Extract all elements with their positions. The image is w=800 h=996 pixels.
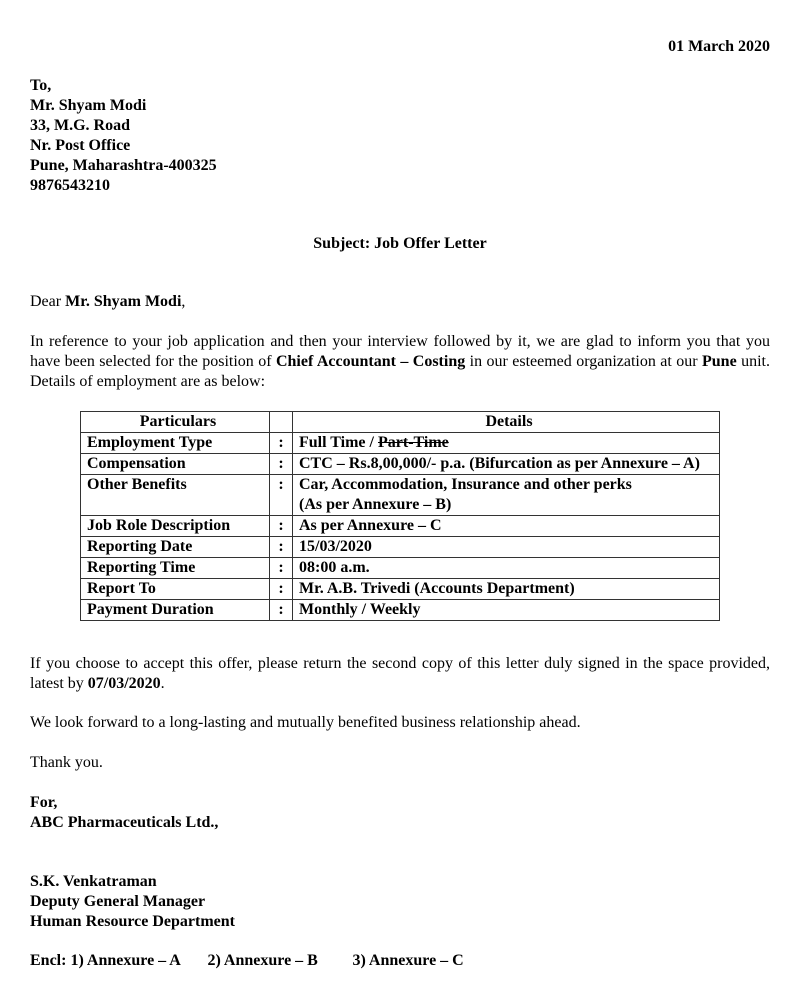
salutation-prefix: Dear <box>30 293 66 310</box>
address-line-3: Pune, Maharashtra-400325 <box>30 157 217 174</box>
forward-paragraph: We look forward to a long-lasting and mutually benefited business relationship ahead. <box>30 714 581 731</box>
intro-paragraph <box>30 332 770 392</box>
row-value <box>293 433 720 454</box>
row-colon: : <box>270 558 293 579</box>
table-row <box>81 537 720 558</box>
table-row <box>81 433 720 454</box>
intro-text-1: In reference to your job application and then your interview followed by it, we are glad to inform you that you have been selected for the position of <box>30 333 770 370</box>
signatory-name: S.K. Venkatraman <box>30 873 157 890</box>
row-colon: : <box>270 600 293 621</box>
for-label: For, <box>30 794 58 811</box>
acceptance-paragraph <box>30 654 770 694</box>
table-row <box>81 558 720 579</box>
row-value: As per Annexure – C <box>293 516 720 537</box>
row-colon: : <box>270 537 293 558</box>
header-particulars: Particulars <box>81 412 270 433</box>
table-row <box>81 454 720 475</box>
row-label: Report To <box>81 579 270 600</box>
letter-date: 01 March 2020 <box>668 38 770 55</box>
table-header-row <box>81 412 720 433</box>
enclosure-item: 3) Annexure – C <box>352 952 464 969</box>
row-label: Reporting Time <box>81 558 270 579</box>
address-line-1: 33, M.G. Road <box>30 117 130 134</box>
employment-details-table <box>80 411 720 621</box>
table-row <box>81 600 720 621</box>
enclosures-label: Encl: <box>30 952 71 969</box>
intro-text-3: unit. Details of employment are as below: <box>30 353 770 390</box>
unit-name: Pune <box>702 353 737 370</box>
row-value: Mr. A.B. Trivedi (Accounts Department) <box>293 579 720 600</box>
salutation-name: Mr. Shyam Modi <box>65 293 182 310</box>
header-details: Details <box>293 412 720 433</box>
value-text: Full Time / <box>299 434 378 451</box>
position-title: Chief Accountant – Costing <box>275 353 466 370</box>
row-colon: : <box>270 475 293 516</box>
table-row <box>81 579 720 600</box>
row-label: Employment Type <box>81 433 270 454</box>
header-colon-cell <box>270 412 293 433</box>
row-colon: : <box>270 579 293 600</box>
signatory-block <box>30 872 235 932</box>
row-value: CTC – Rs.8,00,000/- p.a. (Bifurcation as per Annexure – A) <box>293 454 720 475</box>
row-colon: : <box>270 433 293 454</box>
row-label: Other Benefits <box>81 475 270 516</box>
row-colon: : <box>270 516 293 537</box>
enclosures-line <box>30 951 464 971</box>
company-name: ABC Pharmaceuticals Ltd., <box>30 814 219 831</box>
row-label: Payment Duration <box>81 600 270 621</box>
signatory-department: Human Resource Department <box>30 913 236 930</box>
company-block <box>30 793 218 833</box>
intro-text-2: in our esteemed organization at our <box>465 353 702 370</box>
signatory-title: Deputy General Manager <box>30 893 206 910</box>
acceptance-deadline: 07/03/2020 <box>87 675 161 692</box>
row-label: Compensation <box>81 454 270 475</box>
salutation-suffix: , <box>181 293 186 310</box>
enclosure-item: 2) Annexure – B <box>207 952 318 969</box>
row-label: Job Role Description <box>81 516 270 537</box>
row-label: Reporting Date <box>81 537 270 558</box>
row-value: 08:00 a.m. <box>293 558 720 579</box>
row-value <box>293 475 720 516</box>
thanks-line: Thank you. <box>30 754 103 771</box>
struck-option: Part-Time <box>377 434 449 451</box>
value-line-1: Car, Accommodation, Insurance and other perks <box>299 476 632 493</box>
address-line-2: Nr. Post Office <box>30 137 131 154</box>
acceptance-end: . <box>160 675 165 692</box>
letter-subject: Subject: Job Offer Letter <box>313 235 487 252</box>
recipient-phone: 9876543210 <box>30 177 110 194</box>
row-colon: : <box>270 454 293 475</box>
table-row <box>81 475 720 516</box>
value-line-2: (As per Annexure – B) <box>299 496 452 513</box>
enclosure-item: 1) Annexure – A <box>70 952 181 969</box>
row-value: 15/03/2020 <box>293 537 720 558</box>
recipient-name: Mr. Shyam Modi <box>30 97 147 114</box>
row-value: Monthly / Weekly <box>293 600 720 621</box>
acceptance-text: If you choose to accept this offer, please return the second copy of this letter duly signed in the space provided, latest by <box>30 655 770 692</box>
table-row <box>81 516 720 537</box>
salutation <box>30 292 185 312</box>
address-to: To, <box>30 77 52 94</box>
recipient-address <box>30 76 217 196</box>
